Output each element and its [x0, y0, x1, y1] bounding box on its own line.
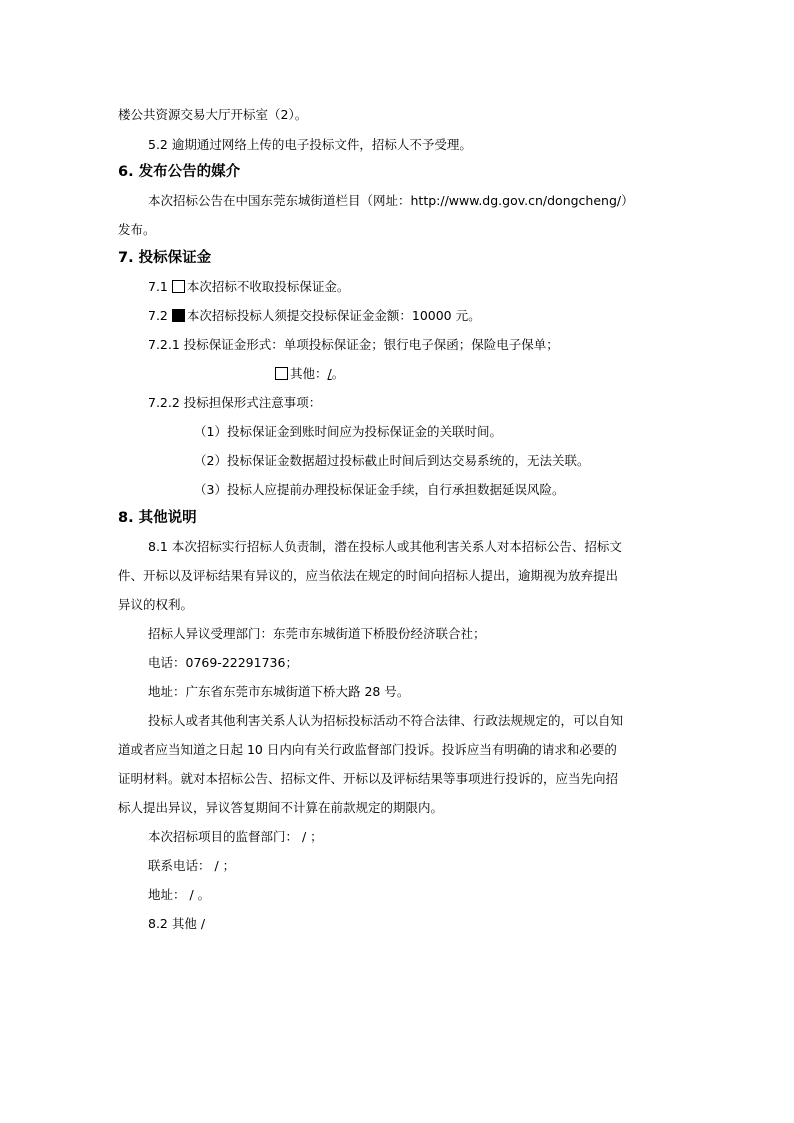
period: 。: [331, 366, 345, 381]
section-heading-6: 6. 发布公告的媒介: [118, 164, 241, 180]
supervision-address: 地址： / 。: [148, 887, 211, 902]
clause-text: 本次招标不收取投标保证金。: [186, 279, 350, 294]
other-option: [275, 366, 344, 382]
text-line: 楼公共资源交易大厅开标室（2）。: [118, 107, 308, 122]
option-value: /: [327, 366, 332, 381]
text-line: 证明材料。就对本招标公告、招标文件、开标以及评标结果等事项进行投诉的，应当先向招: [118, 771, 619, 786]
clause-8-2: 8.2 其他 /: [148, 916, 206, 931]
clause-7-2: [148, 308, 481, 324]
unchecked-checkbox-icon: [172, 280, 185, 293]
clause-5-2: 5.2 逾期通过网络上传的电子投标文件，招标人不予受理。: [148, 137, 472, 152]
text-line: 投标人或者其他利害关系人认为招标投标活动不符合法律、行政法规规定的，可以自知: [148, 713, 624, 728]
section-heading-7: 7. 投标保证金: [118, 250, 212, 266]
text-line: 标人提出异议，异议答复期间不计算在前款规定的期限内。: [118, 800, 444, 815]
option-label: 其他：: [290, 366, 328, 381]
contact-phone: 联系电话： / ；: [148, 858, 236, 873]
note-item: （2）投标保证金数据超过投标截止时间后到达交易系统的，无法关联。: [194, 453, 590, 468]
clause-8-1: 8.1 本次招标实行招标人负责制，潜在投标人或其他利害关系人对本招标公告、招标文: [148, 539, 622, 554]
clause-number: 7.2: [148, 308, 168, 323]
text-line: 异议的权利。: [118, 597, 194, 612]
note-item: （1）投标保证金到账时间应为投标保证金的关联时间。: [194, 424, 502, 439]
phone-line: 电话：0769-22291736；: [148, 655, 298, 670]
clause-text: 本次招标投标人须提交投标保证金金额：10000 元。: [186, 308, 481, 323]
address-line: 地址：广东省东莞市东城街道下桥大路 28 号。: [148, 684, 410, 699]
clause-7-2-2: 7.2.2 投标担保形式注意事项：: [148, 395, 322, 410]
clause-number: 7.1: [148, 279, 168, 294]
text-line: 件、开标以及评标结果有异议的，应当依法在规定的时间向招标人提出，逾期视为放弃提出: [118, 568, 619, 583]
checked-checkbox-icon: [172, 309, 185, 322]
clause-7-1: [148, 279, 349, 295]
supervision-department: 本次招标项目的监督部门： / ；: [148, 829, 323, 844]
text-line: 发布。: [118, 222, 156, 237]
note-item: （3）投标人应提前办理投标保证金手续，自行承担数据延误风险。: [194, 482, 565, 497]
unchecked-checkbox-icon: [275, 367, 288, 380]
text-line: 本次招标公告在中国东莞东城街道栏目（网址：http://www.dg.gov.cn/dongcheng/）: [148, 193, 634, 208]
text-line: 道或者应当知道之日起 10 日内向有关行政监督部门投诉。投诉应当有明确的请求和必要的: [118, 742, 617, 757]
clause-7-2-1: 7.2.1 投标保证金形式：单项投标保证金；银行电子保函；保险电子保单；: [148, 337, 559, 352]
objection-department: 招标人异议受理部门：东莞市东城街道下桥股份经济联合社；: [148, 626, 486, 641]
section-heading-8: 8. 其他说明: [118, 510, 197, 526]
